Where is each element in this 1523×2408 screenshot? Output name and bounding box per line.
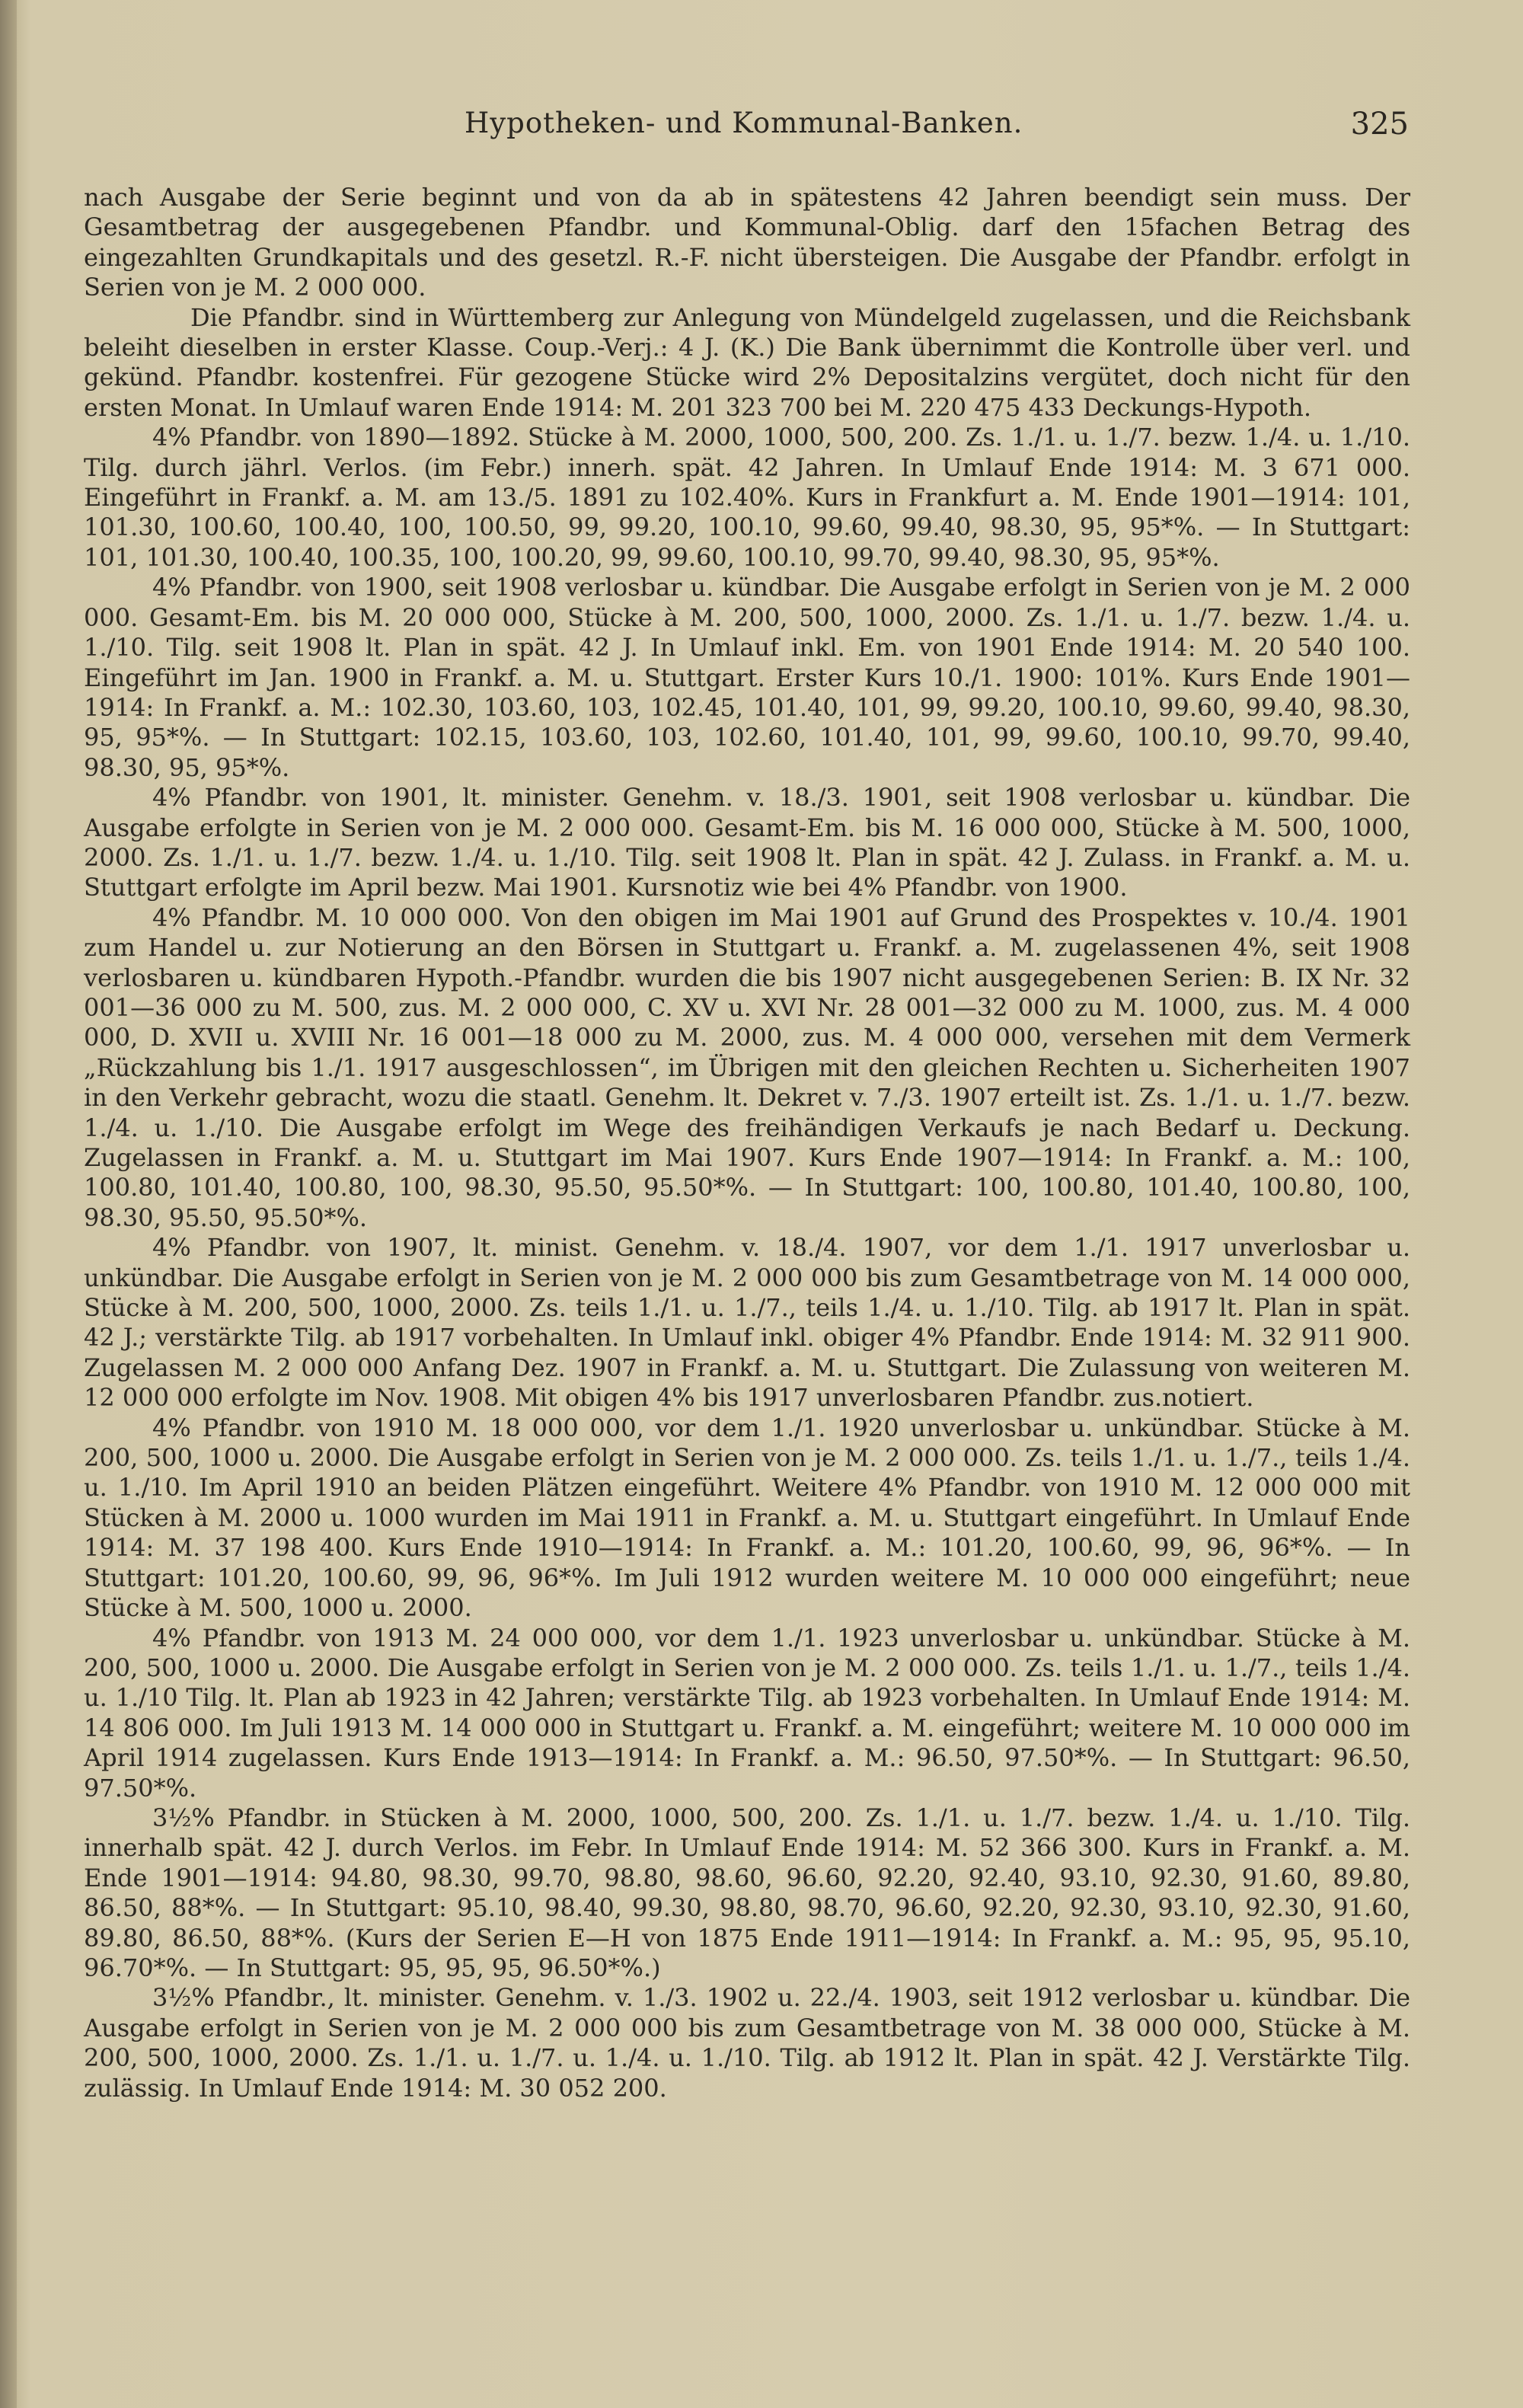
paragraph: 4% Pfandbr. von 1913 M. 24 000 000, vor dem 1./1. 1923 unverlosbar u. unkündbar. Stücke à M. 200, 500, 1000 u. 2000. Die Ausgabe erfolgt in Serien von je M. 2 000 000. Zs. teils 1./1. u. 1./7., teils 1./4. u. 1./10 Tilg. lt. Plan ab 1923 in 42 Jahren; verstärkte Tilg. ab 1923 vorbehalten. In Umlauf Ende 1914: M. 14 806 000. Im Juli 1913 M. 14 000 000 in Stuttgart u. Frankf. a. M. eingeführt; weitere M. 10 000 000 im April 1914 zugelassen. Kurs Ende 1913—1914: In Frankf. a. M.: 96.50, 97.50*%. — In Stuttgart: 96.50, 97.50*%.	[84, 1623, 1410, 1803]
paragraph: 3½% Pfandbr. in Stücken à M. 2000, 1000, 500, 200. Zs. 1./1. u. 1./7. bezw. 1./4. u. 1./10. Tilg. innerhalb spät. 42 J. durch Verlos. im Febr. In Umlauf Ende 1914: M. 52 366 300. Kurs in Frankf. a. M. Ende 1901—1914: 94.80, 98.30, 99.70, 98.80, 98.60, 96.60, 92.20, 92.40, 93.10, 92.30, 91.60, 89.80, 86.50, 88*%. — In Stuttgart: 95.10, 98.40, 99.30, 98.80, 98.70, 96.60, 92.20, 92.30, 93.10, 92.30, 91.60, 89.80, 86.50, 88*%. (Kurs der Serien E—H von 1875 Ende 1911—1914: In Frankf. a. M.: 95, 95, 95.10, 96.70*%. — In Stuttgart: 95, 95, 95, 96.50*%.)	[84, 1803, 1410, 1982]
page-number: 325	[1350, 107, 1409, 142]
paragraph: nach Ausgabe der Serie beginnt und von da ab in spätestens 42 Jahren beendigt sein muss. Der Gesamtbetrag der ausgegebenen Pfandbr. und Kommunal-Oblig. darf den 15fachen Betrag des eingezahlten Grundkapitals und des gesetzl. R.-F. nicht übersteigen. Die Ausgabe der Pfandbr. erfolgt in Serien von je M. 2 000 000.	[84, 183, 1410, 302]
paragraph: 4% Pfandbr. von 1907, lt. minist. Genehm. v. 18./4. 1907, vor dem 1./1. 1917 unverlosbar u. unkündbar. Die Ausgabe erfolgt in Serien von je M. 2 000 000 bis zum Gesamtbetrage von M. 14 000 000, Stücke à M. 200, 500, 1000, 2000. Zs. teils 1./1. u. 1./7., teils 1./4. u. 1./10. Tilg. ab 1917 lt. Plan in spät. 42 J.; verstärkte Tilg. ab 1917 vorbehalten. In Umlauf inkl. obiger 4% Pfandbr. Ende 1914: M. 32 911 900. Zugelassen M. 2 000 000 Anfang Dez. 1907 in Frankf. a. M. u. Stuttgart. Die Zulassung von weiteren M. 12 000 000 erfolgte im Nov. 1908. Mit obigen 4% bis 1917 unverlosbaren Pfandbr. zus.notiert.	[84, 1233, 1410, 1413]
paragraph: 4% Pfandbr. von 1890—1892. Stücke à M. 2000, 1000, 500, 200. Zs. 1./1. u. 1./7. bezw. 1./4. u. 1./10. Tilg. durch jährl. Verlos. (im Febr.) innerh. spät. 42 Jahren. In Umlauf Ende 1914: M. 3 671 000. Eingeführt in Frankf. a. M. am 13./5. 1891 zu 102.40%. Kurs in Frankfurt a. M. Ende 1901—1914: 101, 101.30, 100.60, 100.40, 100, 100.50, 99, 99.20, 100.10, 99.60, 99.40, 98.30, 95, 95*%. — In Stuttgart: 101, 101.30, 100.40, 100.35, 100, 100.20, 99, 99.60, 100.10, 99.70, 99.40, 98.30, 95, 95*%.	[84, 423, 1410, 572]
paragraph: 4% Pfandbr. von 1901, lt. minister. Genehm. v. 18./3. 1901, seit 1908 verlosbar u. kündbar. Die Ausgabe erfolgte in Serien von je M. 2 000 000. Gesamt-Em. bis M. 16 000 000, Stücke à M. 500, 1000, 2000. Zs. 1./1. u. 1./7. bezw. 1./4. u. 1./10. Tilg. seit 1908 lt. Plan in spät. 42 J. Zulass. in Frankf. a. M. u. Stuttgart erfolgte im April bezw. Mai 1901. Kursnotiz wie bei 4% Pfandbr. von 1900.	[84, 783, 1410, 902]
running-head: Hypotheken- und Kommunal-Banken.	[465, 107, 1023, 139]
body-text	[84, 183, 1410, 2103]
paragraph: 4% Pfandbr. M. 10 000 000. Von den obigen im Mai 1901 auf Grund des Prospektes v. 10./4. 1901 zum Handel u. zur Notierung an den Börsen in Stuttgart u. Frankf. a. M. zugelassenen 4%, seit 1908 verlosbaren u. kündbaren Hypoth.-Pfandbr. wurden die bis 1907 nicht ausgegebenen Serien: B. IX Nr. 32 001—36 000 zu M. 500, zus. M. 2 000 000, C. XV u. XVI Nr. 28 001—32 000 zu M. 1000, zus. M. 4 000 000, D. XVII u. XVIII Nr. 16 001—18 000 zu M. 2000, zus. M. 4 000 000, versehen mit dem Vermerk „Rückzahlung bis 1./1. 1917 ausgeschlossen“, im Übrigen mit den gleichen Rechten u. Sicherheiten 1907 in den Verkehr gebracht, wozu die staatl. Genehm. lt. Dekret v. 7./3. 1907 erteilt ist. Zs. 1./1. u. 1./7. bezw. 1./4. u. 1./10. Die Ausgabe erfolgt im Wege des freihändigen Verkaufs je nach Bedarf u. Deckung. Zugelassen in Frankf. a. M. u. Stuttgart im Mai 1907. Kurs Ende 1907—1914: In Frankf. a. M.: 100, 100.80, 101.40, 100.80, 100, 98.30, 95.50, 95.50*%. — In Stuttgart: 100, 100.80, 101.40, 100.80, 100, 98.30, 95.50, 95.50*%.	[84, 902, 1410, 1232]
paragraph: Die Pfandbr. sind in Württemberg zur Anlegung von Mündelgeld zugelassen, und die Reichsbank beleiht dieselben in erster Klasse. Coup.-Verj.: 4 J. (K.) Die Bank übernimmt die Kontrolle über verl. und gekünd. Pfandbr. kostenfrei. Für gezogene Stücke wird 2% Depositalzins vergütet, doch nicht für den ersten Monat. In Umlauf waren Ende 1914: M. 201 323 700 bei M. 220 475 433 Deckungs-Hypoth.	[84, 302, 1410, 422]
paragraph: 4% Pfandbr. von 1900, seit 1908 verlosbar u. kündbar. Die Ausgabe erfolgt in Serien von je M. 2 000 000. Gesamt-Em. bis M. 20 000 000, Stücke à M. 200, 500, 1000, 2000. Zs. 1./1. u. 1./7. bezw. 1./4. u. 1./10. Tilg. seit 1908 lt. Plan in spät. 42 J. In Umlauf inkl. Em. von 1901 Ende 1914: M. 20 540 100. Eingeführt im Jan. 1900 in Frankf. a. M. u. Stuttgart. Erster Kurs 10./1. 1900: 101%. Kurs Ende 1901—1914: In Frankf. a. M.: 102.30, 103.60, 103, 102.45, 101.40, 101, 99, 99.20, 100.10, 99.60, 99.40, 98.30, 95, 95*%. — In Stuttgart: 102.15, 103.60, 103, 102.60, 101.40, 101, 99, 99.60, 100.10, 99.70, 99.40, 98.30, 95, 95*%.	[84, 573, 1410, 782]
paragraph: 4% Pfandbr. von 1910 M. 18 000 000, vor dem 1./1. 1920 unverlosbar u. unkündbar. Stücke à M. 200, 500, 1000 u. 2000. Die Ausgabe erfolgt in Serien von je M. 2 000 000. Zs. teils 1./1. u. 1./7., teils 1./4. u. 1./10. Im April 1910 an beiden Plätzen eingeführt. Weitere 4% Pfandbr. von 1910 M. 12 000 000 mit Stücken à M. 2000 u. 1000 wurden im Mai 1911 in Frankf. a. M. u. Stuttgart eingeführt. In Umlauf Ende 1914: M. 37 198 400. Kurs Ende 1910—1914: In Frankf. a. M.: 101.20, 100.60, 99, 96, 96*%. — In Stuttgart: 101.20, 100.60, 99, 96, 96*%. Im Juli 1912 wurden weitere M. 10 000 000 eingeführt; neue Stücke à M. 500, 1000 u. 2000.	[84, 1413, 1410, 1623]
paragraph: 3½% Pfandbr., lt. minister. Genehm. v. 1./3. 1902 u. 22./4. 1903, seit 1912 verlosbar u. kündbar. Die Ausgabe erfolgt in Serien von je M. 2 000 000 bis zum Gesamtbetrage von M. 38 000 000, Stücke à M. 200, 500, 1000, 2000. Zs. 1./1. u. 1./7. u. 1./4. u. 1./10. Tilg. ab 1912 lt. Plan in spät. 42 J. Verstärkte Tilg. zulässig. In Umlauf Ende 1914: M. 30 052 200.	[84, 1983, 1410, 2103]
page-header	[84, 107, 1409, 152]
page-spine-shadow	[0, 0, 17, 2408]
